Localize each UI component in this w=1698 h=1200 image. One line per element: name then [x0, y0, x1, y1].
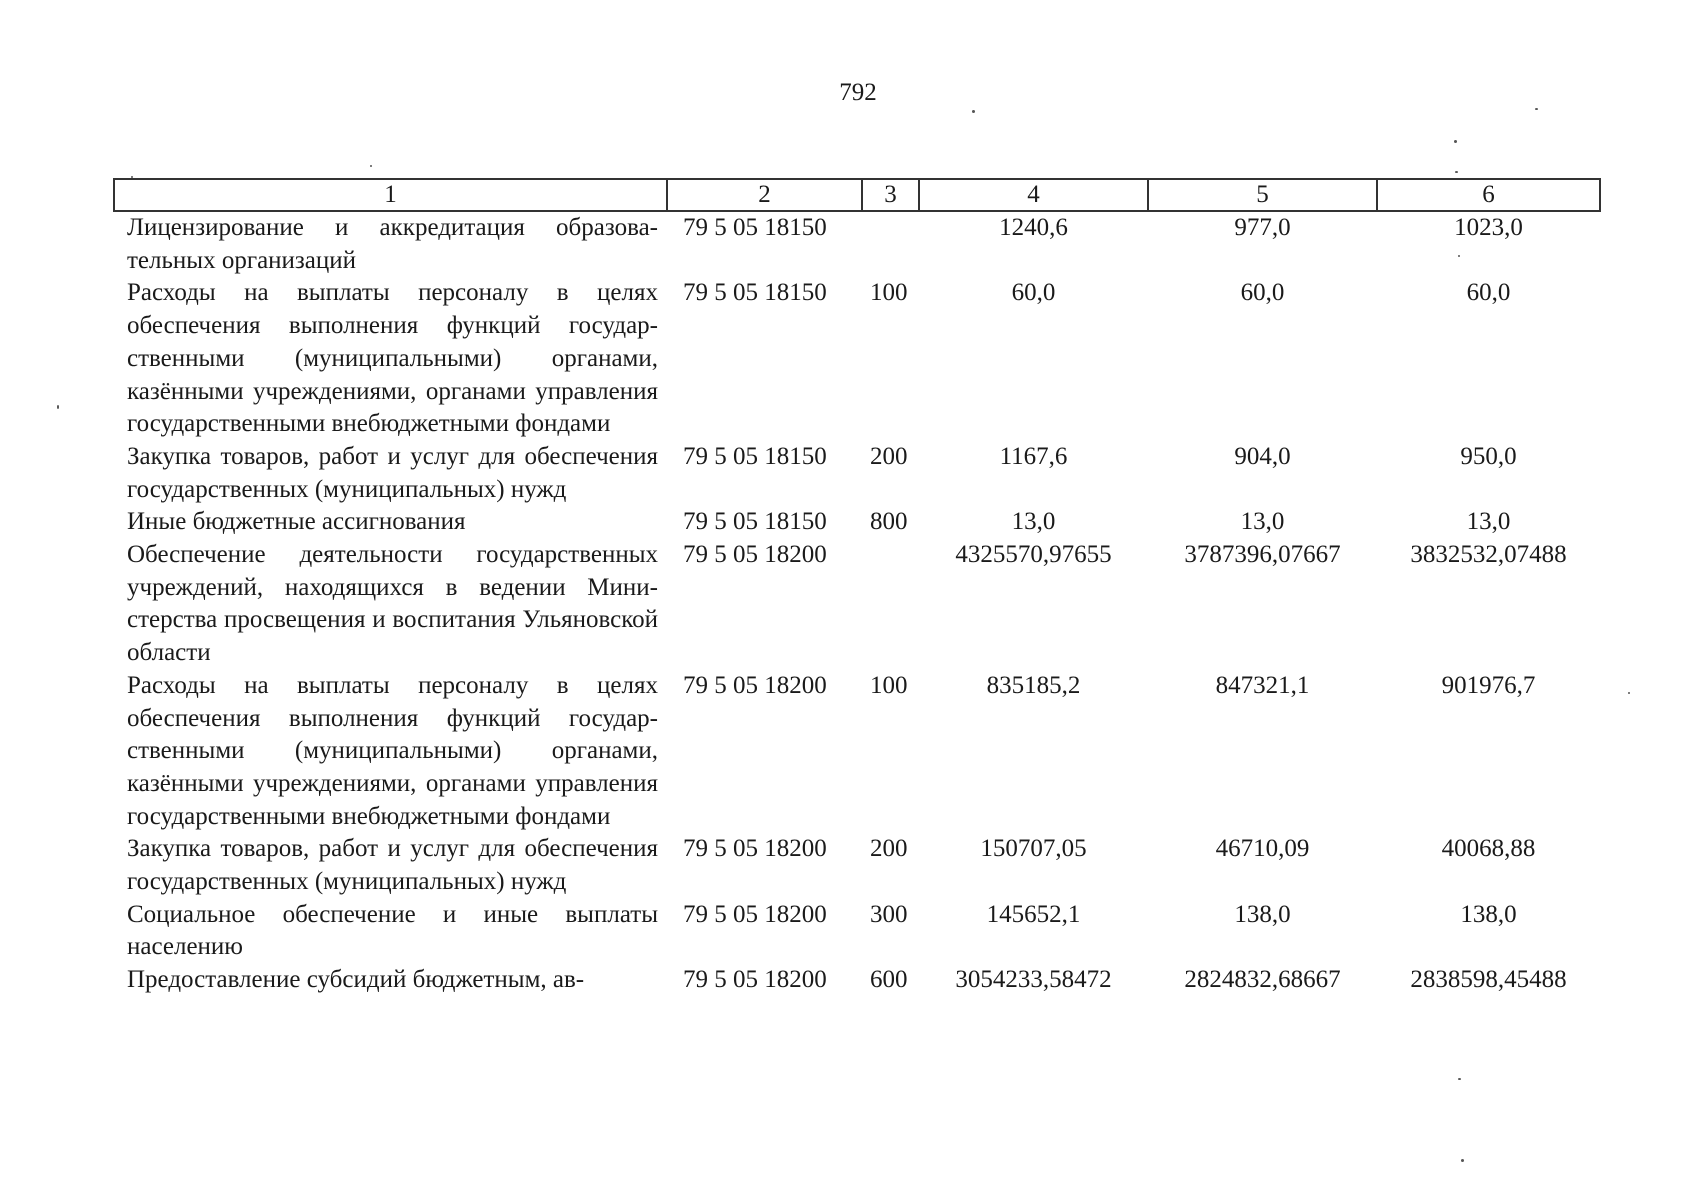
row-value-col4: 3054233,58472 — [955, 966, 1112, 994]
row-value-col5: 138,0 — [1234, 900, 1291, 928]
row-expense-type: 800 — [870, 508, 908, 536]
row-expense-type: 200 — [870, 835, 908, 863]
scan-speck — [1455, 171, 1458, 173]
row-expense-type: 100 — [870, 279, 908, 307]
table-row — [114, 539, 1600, 670]
row-value-col4: 13,0 — [1011, 508, 1056, 536]
row-target-code: 79 5 05 18200 — [683, 671, 827, 699]
column-header-6: 6 — [1377, 179, 1600, 211]
table-row — [114, 833, 1600, 898]
scan-speck — [972, 110, 975, 113]
scan-speck — [1461, 1159, 1464, 1162]
row-value-col5: 2824832,68667 — [1184, 966, 1341, 994]
row-target-code: 79 5 05 18150 — [683, 279, 827, 307]
row-name: Расходы на выплаты персоналу в целях обеспечения выполнения функций государственными (муниципальными) органами, казёнными учреждениями, органами управления государственными внебюджетными фондами — [127, 279, 658, 438]
row-name: Закупка товаров, работ и услуг для обеспечения государственных (муниципальных) нужд — [127, 442, 658, 503]
row-value-col6: 13,0 — [1466, 508, 1511, 536]
row-value-col5: 977,0 — [1234, 214, 1291, 241]
table-row — [114, 670, 1600, 834]
row-value-col6: 3832532,07488 — [1410, 541, 1567, 569]
row-value-col6: 901976,7 — [1441, 671, 1536, 699]
row-target-code: 79 5 05 18150 — [683, 508, 827, 536]
table-row — [114, 277, 1600, 441]
row-name: Расходы на выплаты персоналу в целях обеспечения выполнения функций государственными (муниципальными) органами, казёнными учреждениями, органами управления государственными внебюджетными фондами — [127, 671, 658, 830]
scan-speck — [1535, 108, 1538, 110]
row-value-col4: 835185,2 — [986, 671, 1081, 699]
row-name: Предоставление субсидий бюджетным, ав- — [127, 966, 585, 994]
row-name: Обеспечение деятельности государственных учреждений, находящихся в ведении Министерства просвещения и воспитания Ульяновской области — [127, 541, 658, 667]
row-value-col6: 950,0 — [1460, 442, 1517, 470]
column-header-5: 5 — [1148, 179, 1377, 211]
budget-table — [113, 178, 1601, 997]
row-value-col4: 1167,6 — [999, 442, 1068, 470]
row-target-code: 79 5 05 18150 — [683, 442, 827, 470]
column-header-2: 2 — [667, 179, 862, 211]
row-value-col5: 13,0 — [1240, 508, 1285, 536]
scan-speck — [1458, 1078, 1461, 1080]
row-target-code: 79 5 05 18200 — [683, 835, 827, 863]
table-row — [114, 899, 1600, 964]
scan-speck — [57, 405, 59, 409]
row-name: Закупка товаров, работ и услуг для обеспечения государственных (муниципальных) нужд — [127, 835, 658, 896]
scan-speck — [1454, 140, 1457, 143]
column-header-1: 1 — [114, 179, 667, 211]
row-value-col6: 138,0 — [1460, 900, 1517, 928]
row-value-col6: 1023,0 — [1454, 214, 1523, 241]
table-row — [114, 441, 1600, 506]
table-row — [114, 211, 1600, 277]
row-name: Лицензирование и аккредитация образовательных организаций — [127, 214, 658, 274]
row-expense-type: 200 — [870, 442, 908, 470]
row-value-col4: 1240,6 — [999, 214, 1068, 241]
row-value-col4: 150707,05 — [980, 835, 1087, 863]
row-expense-type: 300 — [870, 900, 908, 928]
row-value-col5: 46710,09 — [1215, 835, 1310, 863]
page-number: 792 — [839, 79, 877, 106]
row-expense-type — [862, 211, 919, 277]
row-value-col4: 60,0 — [1011, 279, 1056, 307]
scan-speck — [1628, 692, 1630, 694]
row-target-code: 79 5 05 18200 — [683, 541, 827, 569]
row-value-col5: 60,0 — [1240, 279, 1285, 307]
row-expense-type: 600 — [870, 966, 908, 994]
row-target-code: 79 5 05 18200 — [683, 966, 827, 994]
row-value-col6: 40068,88 — [1441, 835, 1536, 863]
column-header-3: 3 — [862, 179, 919, 211]
row-name: Социальное обеспечение и иные выплаты населению — [127, 900, 658, 961]
table-row — [114, 964, 1600, 997]
row-value-col5: 904,0 — [1234, 442, 1291, 470]
table-header-row — [114, 179, 1600, 211]
row-target-code: 79 5 05 18200 — [683, 900, 827, 928]
row-value-col5: 847321,1 — [1215, 671, 1310, 699]
row-value-col6: 60,0 — [1466, 279, 1511, 307]
row-value-col5: 3787396,07667 — [1184, 541, 1341, 569]
row-name: Иные бюджетные ассигнования — [127, 508, 466, 536]
row-target-code: 79 5 05 18150 — [683, 214, 827, 241]
table-row — [114, 506, 1600, 539]
row-expense-type: 100 — [870, 671, 908, 699]
row-expense-type — [862, 539, 919, 670]
row-value-col4: 145652,1 — [986, 900, 1081, 928]
column-header-4: 4 — [919, 179, 1148, 211]
scan-speck — [370, 165, 372, 167]
row-value-col6: 2838598,45488 — [1410, 966, 1567, 994]
row-value-col4: 4325570,97655 — [955, 541, 1112, 569]
